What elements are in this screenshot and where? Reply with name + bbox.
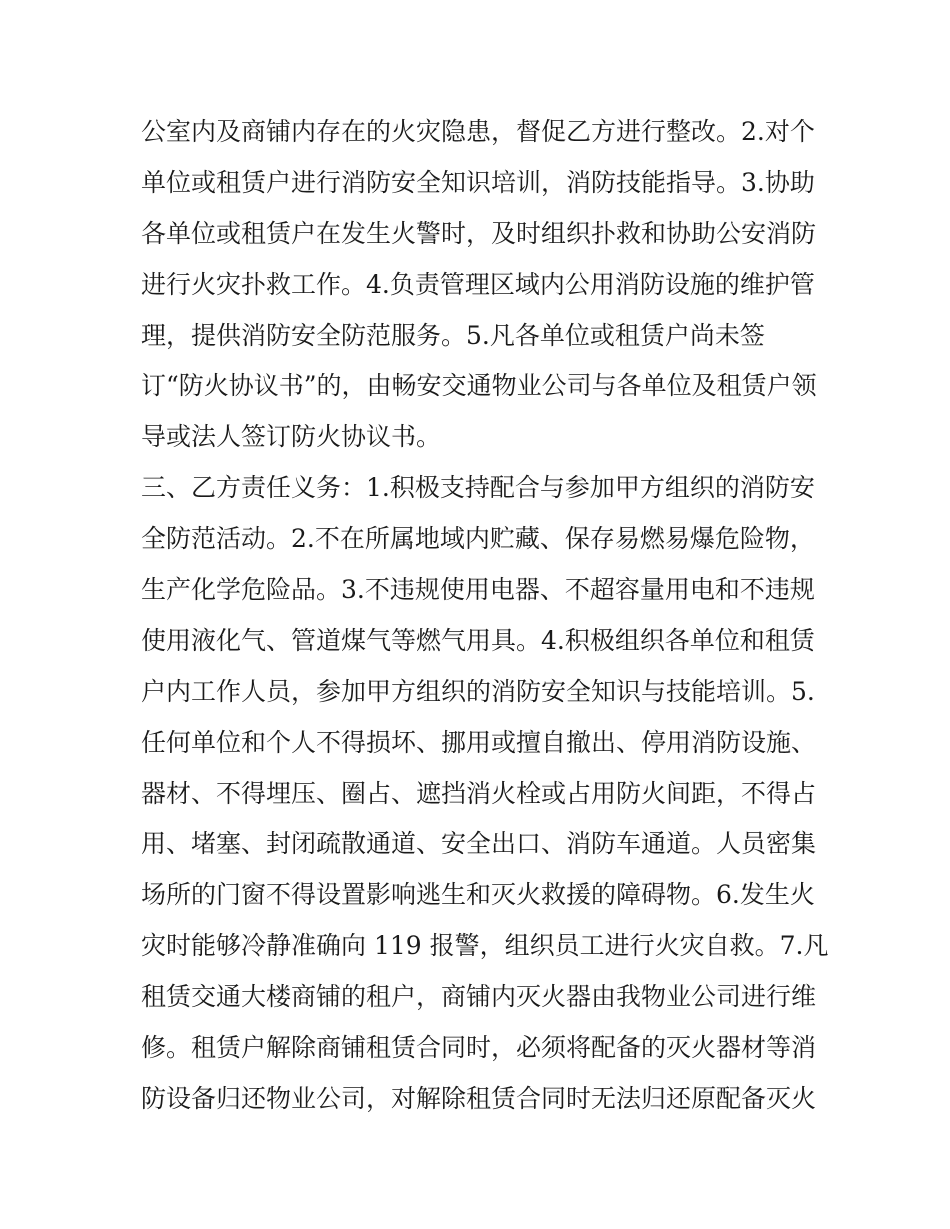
text-line: 修。租赁户解除商铺租赁合同时，必须将配备的灭火器材等消 (141, 1033, 817, 1063)
text-line: 单位或租赁户进行消防安全知识培训，消防技能指导。3.协助 (141, 167, 815, 197)
text-line: 场所的门窗不得设置影响逃生和灭火救援的障碍物。6.发生火 (141, 880, 815, 910)
text-line: 用、堵塞、封闭疏散通道、安全出口、消防车通道。人员密集 (141, 829, 817, 859)
text-line: 户内工作人员，参加甲方组织的消防安全知识与技能培训。5. (141, 676, 815, 706)
text-line: 导或法人签订防火协议书。 (141, 422, 442, 452)
text-line: 全防范活动。2.不在所属地域内贮藏、保存易燃易爆危险物， (141, 524, 815, 554)
text-line: 订“防火协议书”的，由畅安交通物业公司与各单位及租赁户领 (141, 371, 817, 401)
document-body (141, 107, 829, 1125)
text-line: 三、乙方责任义务：1.积极支持配合与参加甲方组织的消防安 (141, 473, 815, 503)
text-line: 理，提供消防安全防范服务。5.凡各单位或租赁户尚未签 (141, 320, 765, 350)
text-line: 生产化学危险品。3.不违规使用电器、不超容量用电和不违规 (141, 575, 815, 605)
text-line: 公室内及商铺内存在的火灾隐患，督促乙方进行整改。2.对个 (141, 117, 815, 146)
text-line: 防设备归还物业公司，对解除租赁合同时无法归还原配备灭火 (141, 1083, 817, 1113)
text-line: 使用液化气、管道煤气等燃气用具。4.积极组织各单位和租赁 (141, 625, 815, 655)
text-line: 器材、不得埋压、圈占、遮挡消火栓或占用防火间距，不得占 (141, 778, 817, 808)
text-line: 灾时能够冷静准确向 119 报警，组织员工进行火灾自救。7.凡 (141, 931, 829, 961)
text-line: 进行火灾扑救工作。4.负责管理区域内公用消防设施的维护管 (141, 269, 815, 299)
text-line: 租赁交通大楼商铺的租户，商铺内灭火器由我物业公司进行维 (141, 982, 817, 1012)
text-line: 各单位或租赁户在发生火警时，及时组织扑救和协助公安消防 (141, 218, 817, 248)
text-line: 任何单位和个人不得损坏、挪用或擅自撤出、停用消防设施、 (141, 727, 817, 757)
